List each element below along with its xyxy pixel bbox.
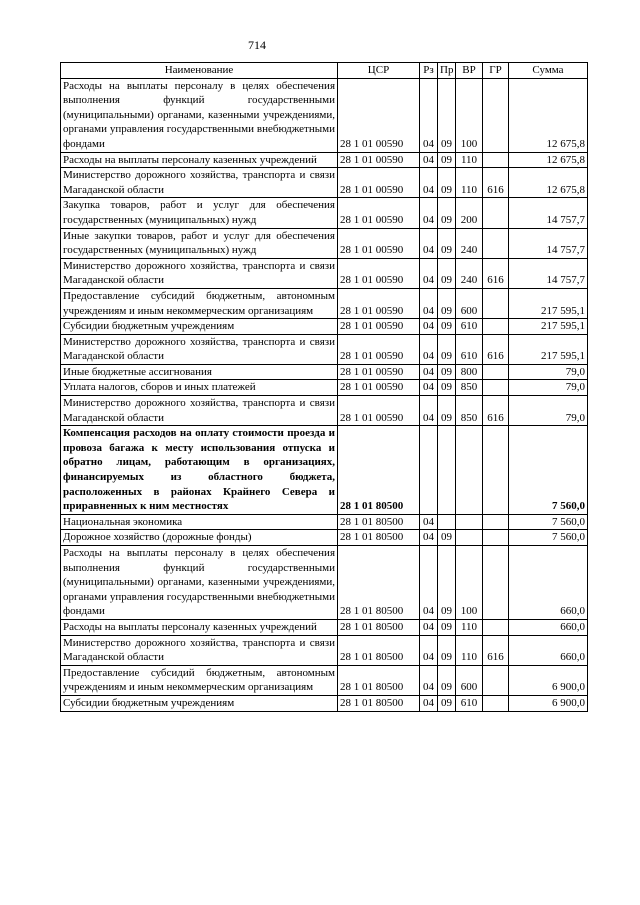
cell-vr: 100 (456, 546, 483, 620)
table-row (61, 319, 588, 335)
cell-vr: 800 (456, 364, 483, 380)
cell-pr: 09 (438, 665, 456, 695)
cell-sum: 217 595,1 (509, 319, 588, 335)
cell-vr: 610 (456, 695, 483, 711)
cell-pr: 09 (438, 258, 456, 288)
cell-gr (483, 530, 509, 546)
cell-sum: 79,0 (509, 396, 588, 426)
cell-vr: 610 (456, 319, 483, 335)
cell-pr: 09 (438, 364, 456, 380)
cell-csr: 28 1 01 00590 (338, 364, 420, 380)
cell-csr: 28 1 01 80500 (338, 695, 420, 711)
cell-sum: 12 675,8 (509, 152, 588, 168)
cell-vr: 110 (456, 635, 483, 665)
cell-name: Субсидии бюджетным учреждениям (61, 695, 338, 711)
cell-pr: 09 (438, 78, 456, 152)
cell-rz: 04 (420, 619, 438, 635)
header-csr: ЦСР (338, 63, 420, 79)
header-sum: Сумма (509, 63, 588, 79)
cell-gr (483, 364, 509, 380)
cell-rz: 04 (420, 514, 438, 530)
cell-vr: 110 (456, 152, 483, 168)
cell-gr (483, 319, 509, 335)
cell-gr (483, 152, 509, 168)
cell-name: Министерство дорожного хозяйства, транспорта и связи Магаданской области (61, 168, 338, 198)
cell-sum: 14 757,7 (509, 228, 588, 258)
cell-csr: 28 1 01 00590 (338, 168, 420, 198)
cell-sum: 14 757,7 (509, 258, 588, 288)
cell-pr: 09 (438, 168, 456, 198)
cell-name: Министерство дорожного хозяйства, транспорта и связи Магаданской области (61, 258, 338, 288)
cell-name: Закупка товаров, работ и услуг для обеспечения государственных (муниципальных) нужд (61, 198, 338, 228)
cell-sum: 7 560,0 (509, 426, 588, 515)
cell-gr (483, 514, 509, 530)
cell-rz: 04 (420, 546, 438, 620)
cell-rz: 04 (420, 364, 438, 380)
cell-sum: 660,0 (509, 546, 588, 620)
cell-pr: 09 (438, 530, 456, 546)
cell-rz: 04 (420, 288, 438, 318)
table-row (61, 396, 588, 426)
cell-sum: 79,0 (509, 380, 588, 396)
table-row (61, 635, 588, 665)
cell-name: Субсидии бюджетным учреждениям (61, 319, 338, 335)
cell-vr: 610 (456, 334, 483, 364)
cell-pr: 09 (438, 228, 456, 258)
cell-gr (483, 78, 509, 152)
cell-gr: 616 (483, 334, 509, 364)
page-number: 714 (248, 38, 266, 52)
cell-gr: 616 (483, 258, 509, 288)
cell-sum: 12 675,8 (509, 78, 588, 152)
cell-sum: 217 595,1 (509, 288, 588, 318)
cell-name: Предоставление субсидий бюджетным, автономным учреждениям и иным некоммерческим организациям (61, 665, 338, 695)
cell-vr: 110 (456, 619, 483, 635)
cell-name: Национальная экономика (61, 514, 338, 530)
cell-name: Министерство дорожного хозяйства, транспорта и связи Магаданской области (61, 396, 338, 426)
cell-csr: 28 1 01 80500 (338, 530, 420, 546)
cell-pr: 09 (438, 695, 456, 711)
table-row (61, 228, 588, 258)
cell-vr (456, 530, 483, 546)
header-vr: ВР (456, 63, 483, 79)
cell-csr: 28 1 01 80500 (338, 426, 420, 515)
cell-vr: 600 (456, 665, 483, 695)
cell-gr (483, 288, 509, 318)
cell-rz: 04 (420, 665, 438, 695)
cell-name: Иные закупки товаров, работ и услуг для обеспечения государственных (муниципальных) нужд (61, 228, 338, 258)
cell-name: Расходы на выплаты персоналу в целях обеспечения выполнения функций государственными (муниципальными) органами, казенными учреждениями, органами управления государственными внебюджетными фондами (61, 546, 338, 620)
cell-sum: 79,0 (509, 364, 588, 380)
cell-rz: 04 (420, 258, 438, 288)
cell-rz: 04 (420, 168, 438, 198)
cell-name: Министерство дорожного хозяйства, транспорта и связи Магаданской области (61, 334, 338, 364)
cell-pr: 09 (438, 635, 456, 665)
cell-csr: 28 1 01 80500 (338, 619, 420, 635)
cell-sum: 12 675,8 (509, 168, 588, 198)
cell-rz: 04 (420, 396, 438, 426)
cell-csr: 28 1 01 80500 (338, 514, 420, 530)
budget-table (60, 62, 588, 712)
cell-rz: 04 (420, 530, 438, 546)
cell-name: Уплата налогов, сборов и иных платежей (61, 380, 338, 396)
table-row (61, 334, 588, 364)
header-rz: Рз (420, 63, 438, 79)
table-row (61, 426, 588, 515)
cell-sum: 7 560,0 (509, 530, 588, 546)
cell-vr: 850 (456, 396, 483, 426)
cell-rz: 04 (420, 695, 438, 711)
cell-pr: 09 (438, 288, 456, 318)
table-row (61, 198, 588, 228)
table-row (61, 514, 588, 530)
table-row (61, 665, 588, 695)
cell-name: Расходы на выплаты персоналу казенных учреждений (61, 152, 338, 168)
cell-pr: 09 (438, 319, 456, 335)
cell-gr: 616 (483, 396, 509, 426)
cell-name: Дорожное хозяйство (дорожные фонды) (61, 530, 338, 546)
cell-name: Компенсация расходов на оплату стоимости проезда и провоза багажа к месту использования отпуска и обратно лицам, работающим в организациях, финансируемых из областного бюджета, расположенных в районах Крайнего Севера и приравненных к ним местностях (61, 426, 338, 515)
cell-csr: 28 1 01 00590 (338, 228, 420, 258)
cell-rz: 04 (420, 228, 438, 258)
table-row (61, 364, 588, 380)
table-row (61, 380, 588, 396)
cell-csr: 28 1 01 00590 (338, 258, 420, 288)
cell-pr: 09 (438, 198, 456, 228)
cell-csr: 28 1 01 00590 (338, 288, 420, 318)
cell-name: Иные бюджетные ассигнования (61, 364, 338, 380)
cell-gr (483, 228, 509, 258)
cell-vr (456, 514, 483, 530)
cell-csr: 28 1 01 00590 (338, 396, 420, 426)
cell-vr: 200 (456, 198, 483, 228)
header-name: Наименование (61, 63, 338, 79)
cell-csr: 28 1 01 80500 (338, 546, 420, 620)
cell-csr: 28 1 01 00590 (338, 334, 420, 364)
cell-vr: 110 (456, 168, 483, 198)
cell-rz: 04 (420, 152, 438, 168)
header-pr: Пр (438, 63, 456, 79)
cell-sum: 660,0 (509, 619, 588, 635)
table-row (61, 288, 588, 318)
cell-vr: 850 (456, 380, 483, 396)
cell-csr: 28 1 01 00590 (338, 380, 420, 396)
table-row (61, 258, 588, 288)
table-row (61, 546, 588, 620)
cell-csr: 28 1 01 00590 (338, 198, 420, 228)
table-row (61, 168, 588, 198)
cell-vr: 600 (456, 288, 483, 318)
cell-gr (483, 665, 509, 695)
cell-vr: 240 (456, 258, 483, 288)
cell-rz: 04 (420, 334, 438, 364)
cell-sum: 660,0 (509, 635, 588, 665)
table-row (61, 619, 588, 635)
cell-gr (483, 198, 509, 228)
cell-gr (483, 546, 509, 620)
cell-pr: 09 (438, 546, 456, 620)
cell-csr: 28 1 01 80500 (338, 635, 420, 665)
cell-csr: 28 1 01 00590 (338, 319, 420, 335)
cell-rz: 04 (420, 635, 438, 665)
cell-name: Министерство дорожного хозяйства, транспорта и связи Магаданской области (61, 635, 338, 665)
cell-rz (420, 426, 438, 515)
cell-vr: 100 (456, 78, 483, 152)
table-row (61, 530, 588, 546)
cell-pr: 09 (438, 152, 456, 168)
cell-sum: 6 900,0 (509, 665, 588, 695)
cell-name: Расходы на выплаты персоналу в целях обеспечения выполнения функций государственными (муниципальными) органами, казенными учреждениями, органами управления государственными внебюджетными фондами (61, 78, 338, 152)
cell-gr (483, 380, 509, 396)
cell-sum: 7 560,0 (509, 514, 588, 530)
cell-pr: 09 (438, 396, 456, 426)
cell-pr (438, 514, 456, 530)
cell-gr: 616 (483, 635, 509, 665)
cell-name: Расходы на выплаты персоналу казенных учреждений (61, 619, 338, 635)
cell-vr: 240 (456, 228, 483, 258)
cell-pr: 09 (438, 619, 456, 635)
table-row (61, 78, 588, 152)
cell-gr (483, 426, 509, 515)
cell-pr: 09 (438, 380, 456, 396)
cell-pr (438, 426, 456, 515)
cell-rz: 04 (420, 380, 438, 396)
cell-sum: 6 900,0 (509, 695, 588, 711)
table-body (61, 78, 588, 711)
cell-pr: 09 (438, 334, 456, 364)
cell-csr: 28 1 01 00590 (338, 152, 420, 168)
cell-gr (483, 695, 509, 711)
cell-vr (456, 426, 483, 515)
cell-sum: 14 757,7 (509, 198, 588, 228)
table-row (61, 152, 588, 168)
cell-rz: 04 (420, 198, 438, 228)
header-gr: ГР (483, 63, 509, 79)
cell-gr: 616 (483, 168, 509, 198)
cell-name: Предоставление субсидий бюджетным, автономным учреждениям и иным некоммерческим организациям (61, 288, 338, 318)
table-header-row (61, 63, 588, 79)
cell-rz: 04 (420, 78, 438, 152)
cell-rz: 04 (420, 319, 438, 335)
cell-csr: 28 1 01 00590 (338, 78, 420, 152)
cell-csr: 28 1 01 80500 (338, 665, 420, 695)
table-row (61, 695, 588, 711)
cell-gr (483, 619, 509, 635)
cell-sum: 217 595,1 (509, 334, 588, 364)
